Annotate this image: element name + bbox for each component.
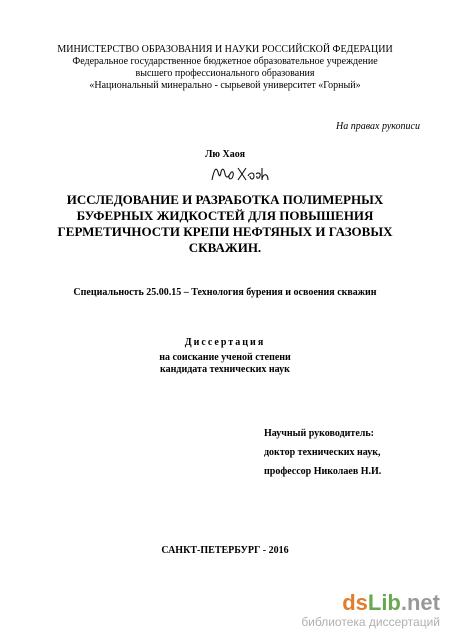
dissertation-label: Диссертация [184,337,266,348]
city-year: САНКТ-ПЕТЕРБУРГ - 2016 [161,545,289,556]
education-level-line: высшего профессионального образования [135,68,315,79]
author-name: Лю Хаоя [204,149,246,160]
degree-purpose-line: на соискание ученой степени [159,352,291,363]
supervisor-degree: доктор технических наук, [264,447,381,458]
supervisor-name: профессор Николаев Н.И. [264,466,382,477]
logo-lib: Lib [367,590,401,615]
title-line: ГЕРМЕТИЧНОСТИ КРЕПИ НЕФТЯНЫХ И ГАЗОВЫХ [57,224,393,239]
logo-ds: ds [342,590,368,615]
ministry-line: МИНИСТЕРСТВО ОБРАЗОВАНИЯ И НАУКИ РОССИЙСКОЙ ФЕДЕРАЦИИ [57,44,393,55]
thesis-title [0,192,450,256]
title-line: БУФЕРНЫХ ЖИДКОСТЕЙ ДЛЯ ПОВЫШЕНИЯ [76,208,374,223]
specialty-line: Специальность 25.00.15 – Технология бурения и освоения скважин [73,287,377,298]
degree-name-line: кандидата технических наук [160,364,290,375]
university-name-line: «Национальный минерально - сырьевой университет «Горный» [89,80,361,91]
logo-net: .net [400,590,440,615]
dslib-logo [301,591,440,615]
supervisor-heading: Научный руководитель: [264,428,374,439]
title-line: СКВАЖИН. [188,240,262,255]
title-line: ИССЛЕДОВАНИЕ И РАЗРАБОТКА ПОЛИМЕРНЫХ [66,192,384,207]
handwritten-signature [208,160,272,186]
manuscript-rights-note: На правах рукописи [336,121,420,132]
institution-type-line: Федеральное государственное бюджетное образовательное учреждение [72,56,378,67]
dslib-watermark [301,591,440,629]
watermark-subtitle: библиотека диссертаций [301,615,440,629]
